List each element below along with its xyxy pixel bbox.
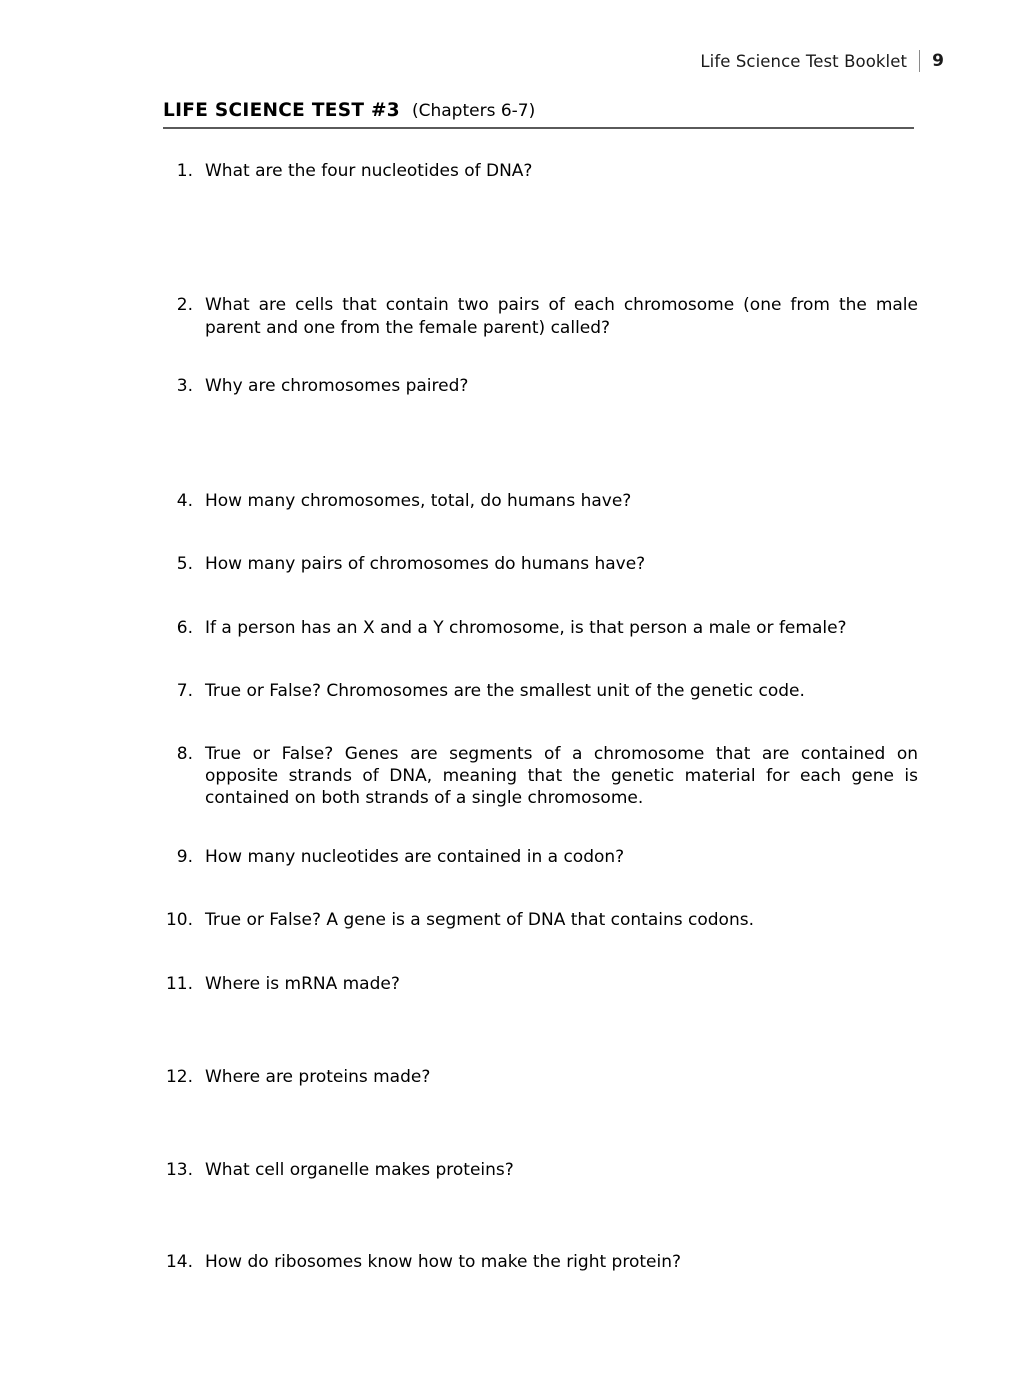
question-number: 9. (176, 846, 193, 867)
question-number: 8. (176, 743, 193, 764)
running-header-title: Life Science Test Booklet (700, 51, 908, 71)
question-item (163, 1159, 918, 1181)
question-number: 7. (176, 681, 193, 702)
question-text: How many nucleotides are contained in a codon? (205, 846, 625, 867)
question-number: 3. (176, 376, 193, 397)
question-item (163, 490, 918, 512)
test-title-line (163, 100, 914, 121)
question-item (163, 680, 918, 702)
question-text: If a person has an X and a Y chromosome, is that person a male or female? (205, 617, 847, 638)
question-text: True or False? A gene is a segment of DNA that contains codons. (205, 910, 754, 931)
running-header (700, 50, 944, 72)
question-text: What are cells that contain two pairs of each chromosome (one from the male parent and one from the female parent) called? (205, 295, 918, 338)
question-text: What cell organelle makes proteins? (205, 1159, 514, 1180)
title-divider (163, 127, 914, 129)
question-text: What are the four nucleotides of DNA? (205, 161, 533, 181)
question-text: Where are proteins made? (205, 1067, 431, 1088)
question-text: How do ribosomes know how to make the right protein? (205, 1252, 681, 1272)
page-number: 9 (932, 51, 944, 71)
question-number: 10. (165, 910, 193, 931)
test-title: LIFE SCIENCE TEST #3 (163, 100, 400, 121)
question-item (163, 743, 918, 810)
question-text: How many pairs of chromosomes do humans have? (205, 554, 646, 575)
question-item (163, 846, 918, 868)
question-text: True or False? Genes are segments of a chromosome that are contained on opposite strands of DNA, meaning that the genetic material for each gene is contained on both strands of a single chromosome. (205, 743, 918, 809)
question-number: 2. (176, 295, 193, 316)
question-item (163, 1251, 918, 1273)
question-number: 11. (165, 973, 193, 994)
question-text: How many chromosomes, total, do humans have? (205, 490, 632, 511)
question-number: 1. (176, 161, 193, 181)
question-item (163, 160, 918, 182)
question-text: Where is mRNA made? (205, 973, 400, 994)
question-number: 5. (176, 554, 193, 575)
test-title-chapters: (Chapters 6-7) (411, 101, 536, 121)
question-number: 14. (165, 1252, 193, 1272)
question-number: 13. (165, 1159, 193, 1180)
question-list (163, 160, 918, 1273)
question-item (163, 294, 918, 339)
test-title-block (163, 100, 914, 129)
question-item (163, 973, 918, 995)
question-number: 6. (176, 617, 193, 638)
question-number: 12. (165, 1067, 193, 1088)
question-item (163, 909, 918, 931)
question-item (163, 617, 918, 639)
question-item (163, 553, 918, 575)
question-item (163, 1066, 918, 1088)
question-item (163, 375, 918, 397)
question-number: 4. (176, 490, 193, 511)
question-text: True or False? Chromosomes are the smallest unit of the genetic code. (205, 681, 805, 702)
question-text: Why are chromosomes paired? (205, 376, 469, 397)
